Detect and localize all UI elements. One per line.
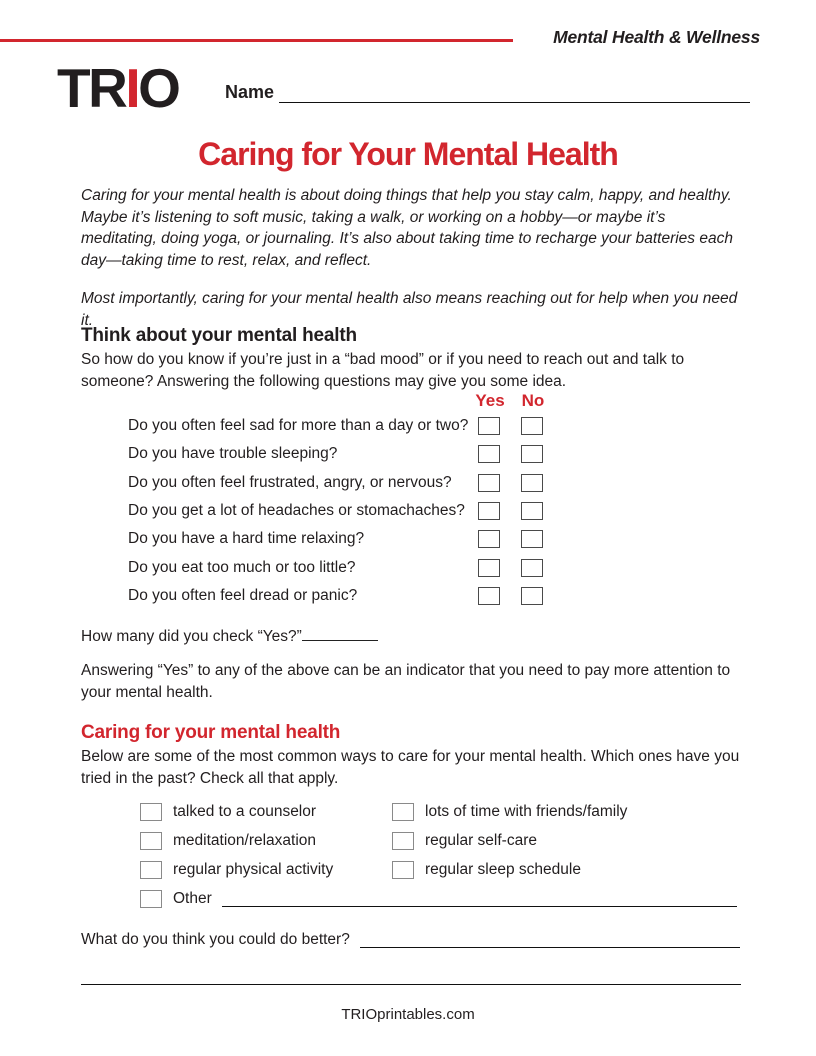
- option-checkbox[interactable]: [140, 832, 162, 850]
- yes-checkbox[interactable]: [478, 474, 500, 492]
- question-text: Do you have trouble sleeping?: [128, 445, 338, 463]
- care-options-col2: [392, 797, 627, 885]
- logo-part-tr: TR: [57, 57, 126, 119]
- header-tagline: Mental Health & Wellness: [553, 27, 760, 47]
- reflection-input-line-1[interactable]: [360, 932, 740, 948]
- reflection-input-line-2[interactable]: [81, 984, 741, 985]
- yes-column-header: Yes: [475, 391, 505, 410]
- page-title: Caring for Your Mental Health: [198, 136, 618, 172]
- care-section-heading: Caring for your mental health: [81, 722, 341, 743]
- quiz-note: Answering “Yes” to any of the above can be an indicator that you need to pay more attention to your mental health.: [81, 662, 731, 701]
- name-input-line[interactable]: [279, 78, 750, 103]
- option-label: regular physical activity: [173, 861, 334, 879]
- footer-site: TRIOprintables.com: [341, 1006, 475, 1023]
- option-checkbox[interactable]: [392, 861, 414, 879]
- question-row: [81, 582, 741, 610]
- care-description: Below are some of the most common ways to care for your mental health. Which ones have you tried in the past? Check all that apply.: [81, 748, 740, 787]
- option-label: lots of time with friends/family: [425, 802, 628, 820]
- other-checkbox[interactable]: [140, 890, 162, 908]
- yes-checkbox[interactable]: [478, 530, 500, 548]
- no-checkbox[interactable]: [521, 474, 543, 492]
- question-row: [81, 497, 741, 525]
- intro-paragraph-2: Most importantly, caring for your mental health also means reaching out for help when you need it.: [81, 290, 738, 329]
- no-checkbox[interactable]: [521, 587, 543, 605]
- care-option-row: [392, 856, 627, 885]
- yes-checkbox[interactable]: [478, 587, 500, 605]
- option-checkbox[interactable]: [392, 832, 414, 850]
- option-checkbox[interactable]: [140, 861, 162, 879]
- question-text: Do you have a hard time relaxing?: [128, 530, 365, 548]
- question-text: Do you often feel sad for more than a day or two?: [128, 417, 469, 435]
- question-row: [81, 440, 741, 468]
- question-text: Do you eat too much or too little?: [128, 558, 356, 576]
- option-label: regular sleep schedule: [425, 861, 581, 879]
- no-column-header: No: [521, 391, 545, 410]
- logo-part-i: I: [125, 57, 139, 119]
- care-option-row: [392, 797, 627, 826]
- option-label: meditation/relaxation: [173, 832, 317, 850]
- intro-paragraph-1: Caring for your mental health is about doing things that help you stay calm, happy, and healthy. Maybe it’s listening to soft music, taking a walk, or working on a hobby—or maybe it’s meditating, doing yoga, or journaling. It’s also about taking time to recharge your batteries each day—taking time to rest, relax, and reflect.: [81, 187, 733, 269]
- no-checkbox[interactable]: [521, 417, 543, 435]
- question-row: [81, 469, 741, 497]
- yes-checkbox[interactable]: [478, 445, 500, 463]
- care-option-other-row: [140, 884, 737, 913]
- no-checkbox[interactable]: [521, 445, 543, 463]
- yes-checkbox[interactable]: [478, 502, 500, 520]
- question-text: Do you often feel dread or panic?: [128, 586, 358, 604]
- other-label: Other: [173, 889, 212, 907]
- question-row: [81, 553, 741, 581]
- question-row: [81, 525, 741, 553]
- yes-checkbox[interactable]: [478, 559, 500, 577]
- care-options-col1: [140, 797, 333, 885]
- no-checkbox[interactable]: [521, 559, 543, 577]
- trio-logo: [57, 57, 179, 119]
- yes-checkbox[interactable]: [478, 417, 500, 435]
- question-row: [81, 412, 741, 440]
- reflection-prompt: What do you think you could do better?: [81, 930, 350, 948]
- care-option-row: [392, 826, 627, 855]
- no-checkbox[interactable]: [521, 502, 543, 520]
- question-text: Do you often feel frustrated, angry, or nervous?: [128, 473, 452, 491]
- tally-row: [81, 626, 378, 646]
- quiz-section-heading: Think about your mental health: [81, 325, 357, 346]
- option-checkbox[interactable]: [140, 803, 162, 821]
- question-text: Do you get a lot of headaches or stomachaches?: [128, 502, 465, 520]
- other-input-line[interactable]: [222, 891, 737, 907]
- header-divider-rule: [0, 39, 513, 42]
- logo-part-o: O: [138, 57, 179, 119]
- care-option-row: [140, 856, 333, 885]
- name-label: Name: [225, 82, 275, 102]
- care-option-row: [140, 797, 333, 826]
- option-label: talked to a counselor: [173, 802, 317, 820]
- tally-input-line[interactable]: [302, 626, 378, 641]
- option-checkbox[interactable]: [392, 803, 414, 821]
- reflection-row: [81, 925, 740, 954]
- no-checkbox[interactable]: [521, 530, 543, 548]
- option-label: regular self-care: [425, 832, 537, 850]
- questions-list: [81, 412, 741, 610]
- quiz-description: So how do you know if you’re just in a “bad mood” or if you need to reach out and talk to someone? Answering the following questions may give you some idea.: [81, 351, 685, 390]
- care-option-row: [140, 826, 333, 855]
- tally-label: How many did you check “Yes?”: [81, 628, 302, 645]
